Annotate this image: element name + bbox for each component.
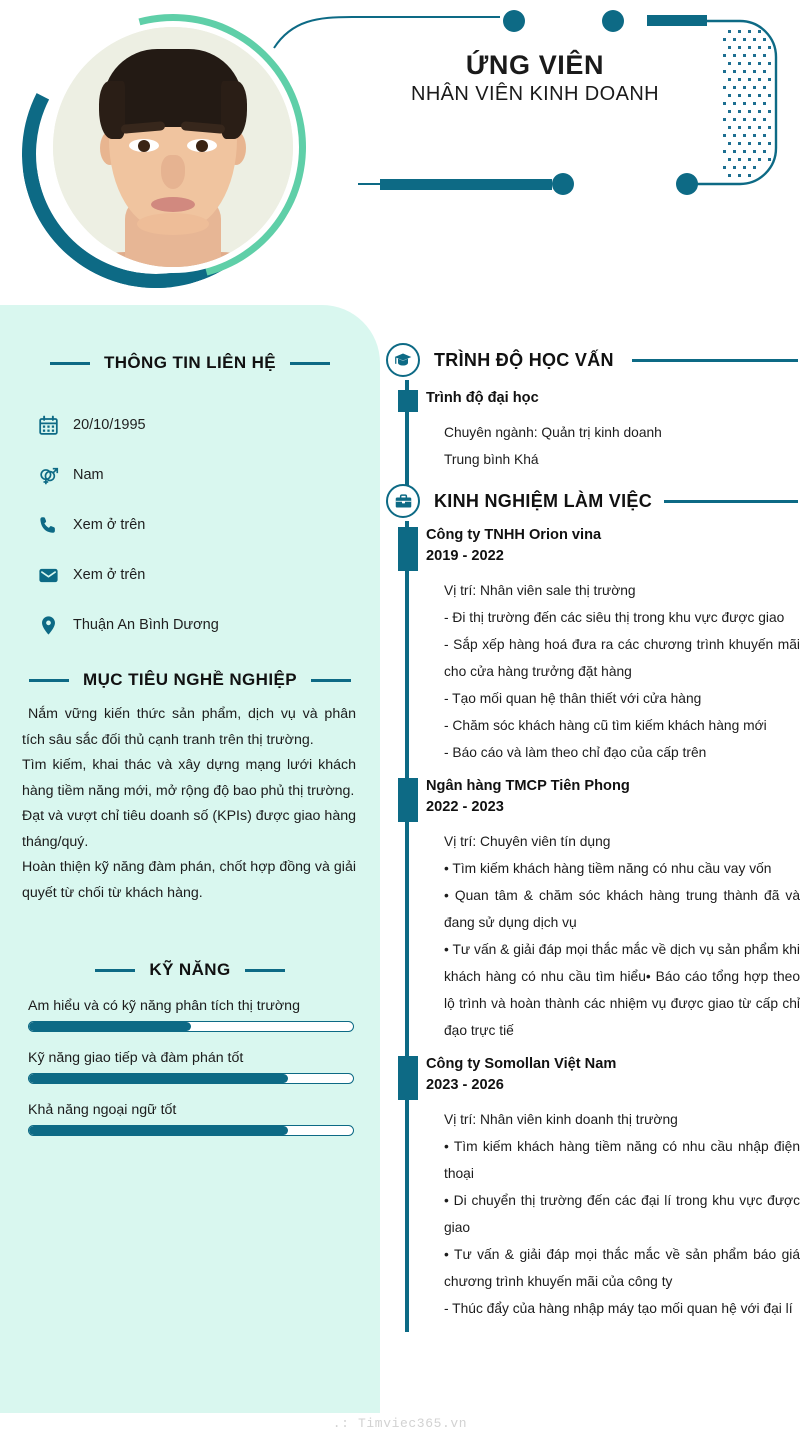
experience-period: 2022 - 2023 bbox=[426, 799, 504, 815]
rule-right bbox=[290, 362, 330, 365]
experience-detail-line: Vị trí: Chuyên viên tín dụng bbox=[444, 834, 611, 849]
header-dot-top-left bbox=[503, 10, 525, 32]
email-icon bbox=[38, 565, 59, 586]
experience-detail-line: • Tư vấn & giải đáp mọi thắc mắc về dịch vụ sản phẩm khi khách hàng có nhu cầu tìm hiểu• Báo cáo tổng hợp theo lộ trình và hoàn thành các nhiệm vụ được giao từ cấp chỉ đạo trực tiế bbox=[444, 942, 800, 1038]
contact-item-label: Thuận An Bình Dương bbox=[73, 617, 219, 633]
education-details bbox=[426, 409, 800, 473]
rule-right bbox=[245, 969, 285, 972]
experience-entry bbox=[426, 525, 800, 766]
skill-progress-fill bbox=[29, 1074, 288, 1083]
skill-item bbox=[28, 1050, 354, 1084]
main-column bbox=[386, 340, 800, 1332]
experience-company: Công ty Somollan Việt Nam bbox=[426, 1056, 617, 1072]
experience-detail-line: • Di chuyển thị trường đến các đại lí trong khu vực được giao bbox=[444, 1193, 800, 1235]
timeline-marker bbox=[398, 1056, 418, 1100]
briefcase-icon bbox=[386, 484, 420, 518]
header-dot-pattern bbox=[723, 30, 771, 177]
experience-detail-line: • Tìm kiếm khách hàng tiềm năng có nhu cầu vay vốn bbox=[444, 861, 772, 876]
experience-period: 2019 - 2022 bbox=[426, 548, 504, 564]
watermark: .: Timviec365.vn bbox=[332, 1416, 468, 1431]
experience-entry bbox=[426, 1054, 800, 1322]
skills-list bbox=[0, 980, 380, 1136]
objective-section bbox=[0, 670, 380, 906]
experience-detail-line: Vị trí: Nhân viên kinh doanh thị trường bbox=[444, 1112, 678, 1127]
objective-paragraph: Tìm kiếm, khai thác và xây dựng mạng lưới khách hàng tiềm năng mới, mở rộng độ bao phủ thị trường. bbox=[22, 757, 356, 799]
header-title-block bbox=[400, 50, 670, 106]
header-dot-bottom-right bbox=[676, 173, 698, 195]
contact-item-email bbox=[38, 550, 380, 600]
objective-section-header bbox=[0, 670, 380, 690]
rule-right bbox=[311, 679, 351, 682]
experience-timeline bbox=[386, 521, 800, 1332]
skill-progress-fill bbox=[29, 1022, 191, 1031]
rule-right bbox=[664, 500, 798, 503]
skill-progress-fill bbox=[29, 1126, 288, 1135]
timeline-line bbox=[405, 521, 409, 1332]
experience-detail-line: - Đi thị trường đến các siêu thị trong khu vực được giao bbox=[444, 610, 785, 625]
contact-item-label: Xem ở trên bbox=[73, 567, 146, 583]
objective-paragraph: Đạt và vượt chỉ tiêu doanh số (KPIs) được giao hàng tháng/quý. bbox=[22, 808, 356, 850]
rule-left bbox=[29, 679, 69, 682]
education-section-title: TRÌNH ĐỘ HỌC VẤN bbox=[434, 349, 614, 370]
experience-detail-line: Vị trí: Nhân viên sale thị trường bbox=[444, 583, 636, 598]
graduation-cap-icon bbox=[386, 343, 420, 377]
skill-label: Kỹ năng giao tiếp và đàm phán tốt bbox=[28, 1050, 244, 1066]
timeline-marker bbox=[398, 527, 418, 571]
experience-detail-line: • Tìm kiếm khách hàng tiềm năng có nhu cầu nhập điện thoại bbox=[444, 1139, 800, 1181]
experience-detail-line: - Báo cáo và làm theo chỉ đạo của cấp trên bbox=[444, 745, 707, 760]
objective-paragraph: Hoàn thiện kỹ năng đàm phán, chốt hợp đồng và giải quyết từ chối từ khách hàng. bbox=[22, 859, 356, 901]
skills-section-header bbox=[0, 960, 380, 980]
skill-progress-track bbox=[28, 1073, 354, 1084]
experience-detail-line: - Tạo mối quan hệ thân thiết với cửa hàng bbox=[444, 691, 702, 706]
education-timeline bbox=[386, 380, 800, 473]
experience-detail-line: - Chăm sóc khách hàng cũ tìm kiếm khách hàng mới bbox=[444, 718, 767, 733]
candidate-name: ỨNG VIÊN bbox=[465, 50, 605, 80]
objective-section-title: MỤC TIÊU NGHỀ NGHIỆP bbox=[83, 670, 297, 689]
experience-company: Ngân hàng TMCP Tiên Phong bbox=[426, 778, 630, 794]
experience-company: Công ty TNHH Orion vina bbox=[426, 527, 602, 543]
cv-header bbox=[0, 0, 800, 305]
education-section-header bbox=[386, 340, 800, 380]
experience-details bbox=[426, 567, 800, 766]
contact-section-header bbox=[0, 353, 380, 373]
education-entry bbox=[426, 388, 800, 473]
contact-item-phone bbox=[38, 500, 380, 550]
avatar-photo bbox=[53, 27, 293, 267]
experience-detail-line: • Quan tâm & chăm sóc khách hàng trung thành đã và đang sử dụng dịch vụ bbox=[444, 888, 800, 930]
skill-label: Am hiểu và có kỹ năng phân tích thị trường bbox=[28, 998, 300, 1014]
contact-item-birthdate bbox=[38, 400, 380, 450]
sidebar bbox=[0, 305, 380, 1413]
timeline-marker bbox=[398, 390, 418, 412]
experience-section-title: KINH NGHIỆM LÀM VIỆC bbox=[434, 490, 653, 511]
skill-item bbox=[28, 998, 354, 1032]
experience-detail-line: • Tư vấn & giải đáp mọi thắc mắc về sản phẩm báo giá chương trình khuyến mãi của công ty bbox=[444, 1247, 800, 1289]
contact-section bbox=[0, 353, 380, 650]
experience-period: 2023 - 2026 bbox=[426, 1077, 504, 1093]
skill-label: Khả năng ngoại ngữ tốt bbox=[28, 1102, 177, 1118]
experience-details bbox=[426, 1096, 800, 1322]
objective-paragraph: Nắm vững kiến thức sản phẩm, dịch vụ và phân tích sâu sắc đối thủ cạnh tranh trên thị trường. bbox=[22, 706, 356, 748]
avatar bbox=[14, 8, 304, 288]
contact-item-label: Xem ở trên bbox=[73, 517, 146, 533]
contact-item-gender bbox=[38, 450, 380, 500]
experience-details bbox=[426, 818, 800, 1044]
gender-icon bbox=[38, 465, 59, 486]
rule-left bbox=[95, 969, 135, 972]
skills-section-title: KỸ NĂNG bbox=[149, 960, 231, 979]
header-dot-top-right bbox=[602, 10, 624, 32]
contact-item-label: Nam bbox=[73, 467, 104, 483]
skills-section bbox=[0, 960, 380, 1154]
education-detail-line: Chuyên ngành: Quản trị kinh doanh bbox=[444, 425, 662, 440]
skill-item bbox=[28, 1102, 354, 1136]
rule-left bbox=[50, 362, 90, 365]
education-detail-line: Trung bình Khá bbox=[444, 452, 539, 467]
objective-body bbox=[0, 690, 380, 906]
contact-section-title: THÔNG TIN LIÊN HỆ bbox=[103, 353, 277, 372]
skill-progress-track bbox=[28, 1125, 354, 1136]
experience-detail-line: - Thúc đẩy của hàng nhập máy tạo mối quan hệ với đại lí bbox=[444, 1301, 793, 1316]
experience-entry bbox=[426, 776, 800, 1044]
location-icon bbox=[38, 615, 59, 636]
calendar-icon bbox=[38, 415, 59, 436]
timeline-marker bbox=[398, 778, 418, 822]
candidate-position: NHÂN VIÊN KINH DOANH bbox=[410, 83, 660, 106]
contact-item-address bbox=[38, 600, 380, 650]
experience-section-header bbox=[386, 481, 800, 521]
experience-detail-line: - Sắp xếp hàng hoá đưa ra các chương trình khuyến mãi cho cửa hàng trưởng đặt hàng bbox=[444, 637, 800, 679]
header-dot-bottom bbox=[552, 173, 574, 195]
rule-right bbox=[632, 359, 798, 362]
contact-list bbox=[0, 400, 380, 650]
phone-icon bbox=[38, 515, 59, 536]
contact-item-label: 20/10/1995 bbox=[73, 417, 146, 433]
skill-progress-track bbox=[28, 1021, 354, 1032]
education-degree: Trình độ đại học bbox=[426, 390, 539, 406]
